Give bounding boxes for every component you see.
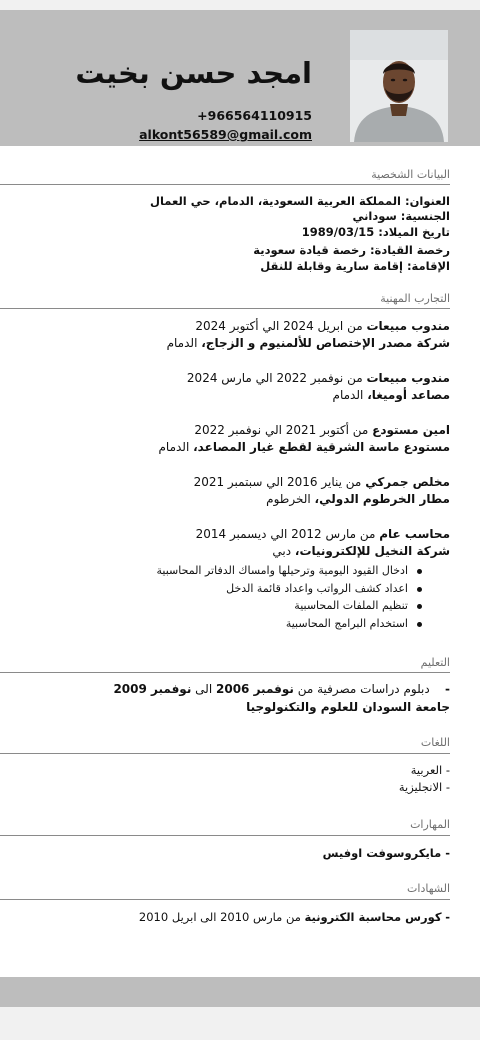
section-title-experience: التجارب المهنية [380, 292, 450, 305]
job-entry [187, 370, 450, 404]
section-divider [0, 308, 450, 309]
duty-text: تنظيم الملفات المحاسبية [294, 599, 408, 612]
job-entry [194, 474, 450, 508]
job-company: مستودع ماسة الشرقية لقطع غيار المصاعد، [193, 440, 450, 454]
section-divider [0, 899, 450, 900]
cert-period: من مارس 2010 الى ابريل 2010 [138, 910, 301, 924]
education-entry [113, 680, 450, 716]
person-photo-icon [350, 30, 448, 142]
email-link[interactable]: alkont56589@gmail.com [139, 127, 312, 142]
duty-item [157, 562, 450, 580]
certificate-item [139, 909, 450, 926]
job-period: من يناير 2016 الي سبتمبر 2021 [193, 475, 362, 489]
job-company: مصاعد أوميغا، [367, 388, 450, 402]
language-item: - الانجليزية [398, 780, 450, 794]
edu-from: نوفمبر 2006 [216, 682, 294, 696]
section-title-skills: المهارات [410, 818, 450, 831]
job-role: محاسب عام [379, 527, 450, 541]
language-item: - العربية [410, 763, 450, 777]
info-birthdate: تاريخ الميلاد: 1989/03/15 [301, 225, 450, 239]
job-city: الدمام [166, 336, 198, 350]
info-address: العنوان: المملكة العربية السعودية، الدمام، حي العمال [149, 194, 450, 208]
job-city: الدمام [332, 388, 364, 402]
duty-item [157, 580, 450, 598]
bullet-icon [417, 604, 422, 609]
edu-school: جامعة السودان للعلوم والتكنولوجيا [246, 700, 450, 714]
section-title-languages: اللغات [420, 736, 450, 749]
job-entry [167, 318, 450, 352]
job-city: الخرطوم [266, 492, 311, 506]
phone-number[interactable]: +966564110915 [197, 108, 312, 123]
info-license: رخصة القيادة: رخصة قيادة سعودية [253, 243, 450, 257]
footer-band [0, 977, 480, 1007]
job-role: امين مستودع [372, 423, 450, 437]
duty-text: ادخال القيود اليومية وترحيلها وامساك الدفاتر المحاسبية [156, 564, 408, 577]
job-role: مخلص جمركي [365, 475, 450, 489]
section-divider [0, 672, 450, 673]
job-period: من مارس 2012 الي ديسمبر 2014 [195, 527, 376, 541]
edu-bullet: - [445, 682, 450, 696]
section-title-personal: البيانات الشخصية [371, 168, 450, 181]
job-period: من أكتوبر 2021 الي نوفمبر 2022 [194, 423, 369, 437]
bullet-icon [417, 587, 422, 592]
section-title-education: التعليم [420, 656, 450, 669]
skill-item: - مايكروسوفت اوفيس [322, 846, 450, 860]
info-residency: الإقامة: إقامة سارية وقابلة للنقل [260, 259, 450, 273]
job-period: من نوفمبر 2022 الي مارس 2024 [186, 371, 363, 385]
section-divider [0, 753, 450, 754]
job-entry [158, 422, 450, 456]
profile-photo [350, 30, 448, 142]
job-city: دبي [272, 544, 292, 558]
bullet-icon [417, 569, 422, 574]
duty-list [157, 562, 450, 632]
bullet-icon [417, 622, 422, 627]
job-company: مطار الخرطوم الدولي، [314, 492, 450, 506]
job-company: شركة النخيل للإلكترونيات، [294, 544, 450, 558]
duty-item [157, 597, 450, 615]
info-nationality: الجنسية: سوداني [352, 209, 450, 223]
section-title-certificates: الشهادات [407, 882, 450, 895]
cert-bullet: - [445, 910, 450, 924]
duty-text: اعداد كشف الرواتب واعداد قائمة الدخل [226, 581, 408, 595]
job-entry [196, 526, 450, 560]
cert-course: كورس محاسبة الكترونية [304, 910, 442, 924]
duty-text: استخدام البرامج المحاسبية [285, 616, 408, 630]
applicant-name: امجد حسن بخيت [75, 56, 312, 90]
edu-to: نوفمبر 2009 [113, 682, 192, 696]
section-divider [0, 835, 450, 836]
job-city: الدمام [158, 440, 190, 454]
job-role: مندوب مبيعات [366, 319, 450, 333]
job-company: شركة مصدر الإختصاص للألمنيوم و الزجاج، [201, 336, 450, 350]
edu-to-word: الى [195, 682, 213, 696]
job-role: مندوب مبيعات [366, 371, 450, 385]
job-period: من ابريل 2024 الي أكتوبر 2024 [195, 319, 363, 333]
edu-degree: دبلوم دراسات مصرفية من [297, 682, 430, 696]
duty-item [157, 615, 450, 633]
section-divider [0, 184, 450, 185]
